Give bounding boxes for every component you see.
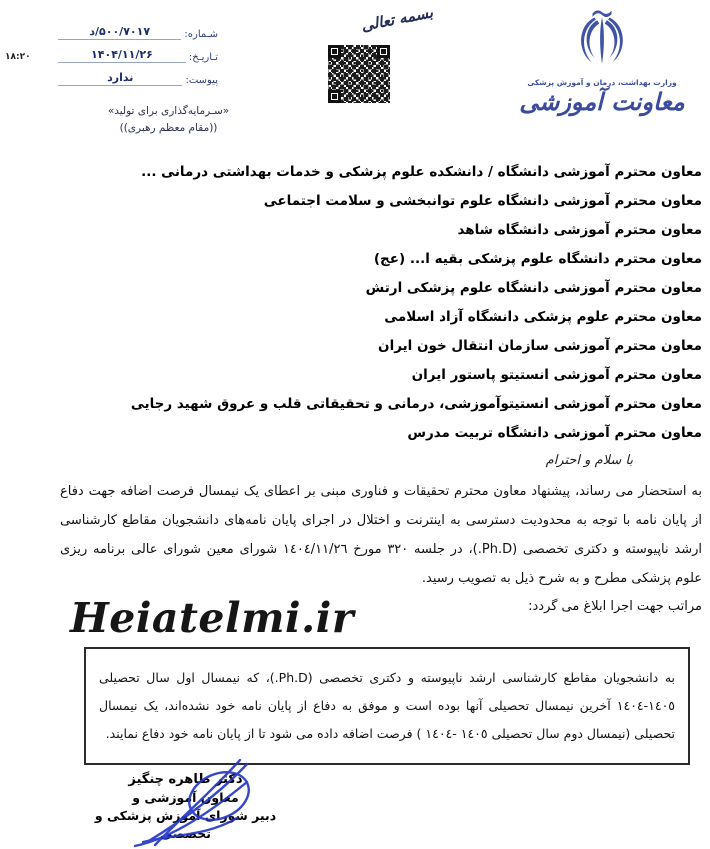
signer-role-2: دبیر شورای آموزش پزشکی و تخصصی: [94, 808, 277, 841]
qr-code-icon: [328, 45, 390, 103]
ministry-logo: [518, 4, 686, 117]
print-time: ۱۸:۲۰: [5, 52, 31, 62]
recipient-line: معاون محترم علوم پزشکی دانشگاه آزاد اسلامی: [384, 309, 702, 325]
recipients-list: [40, 158, 702, 448]
ministry-name: وزارت بهداشت، درمان و آموزش پزشکی: [527, 78, 677, 87]
letter-meta-fields: [58, 25, 218, 94]
recipient-line: معاون محترم آموزشی دانشگاه تربیت مدرس: [407, 425, 702, 441]
recipient-line: معاون محترم آموزشی سازمان انتقال خون ایران: [378, 338, 702, 354]
field-number: [58, 25, 218, 40]
field-attachment: [58, 71, 218, 86]
signer-role-1: معاون آموزشی و: [132, 790, 239, 805]
recipient-line: معاون محترم آموزشی انستیتوآموزشی، درمانی و تحقیقاتی قلب و عروق شهید رجایی: [130, 396, 702, 412]
year-slogan: [86, 103, 251, 137]
iran-emblem-icon: [568, 4, 636, 76]
signature-block: [83, 770, 288, 843]
recipient-line: معاون محترم آموزشی دانشگاه / دانشکده علوم پزشکی و خدمات بهداشتی درمانی ...: [141, 164, 702, 180]
qr-finder-icon: [328, 90, 341, 103]
department-name: معاونت آموزشی: [519, 87, 685, 116]
number-label: شـماره:: [184, 29, 218, 40]
recipient-line: معاون محترم آموزشی دانشگاه علوم پزشکی ارتش: [365, 280, 702, 296]
besmellah-calligraphy: بسمه تعالی: [359, 3, 435, 35]
recipient-line: معاون محترم آموزشی انستیتو پاستور ایران: [411, 367, 702, 383]
field-date: [58, 48, 218, 63]
date-value: ۱۴۰۴/۱۱/۲۶: [58, 48, 186, 63]
recipient-line: معاون محترم دانشگاه علوم پزشکی بقیه ا... (عج): [373, 251, 702, 267]
recipient-line: معاون محترم آموزشی دانشگاه شاهد: [457, 222, 702, 238]
slogan-attribution: ((مقام معظم رهبری)): [119, 122, 218, 134]
salutation: با سلام و احترام: [545, 453, 633, 468]
attachment-label: پیوست:: [185, 75, 218, 86]
qr-finder-icon: [328, 45, 341, 58]
qr-finder-icon: [377, 45, 390, 58]
number-value: ۵۰۰/۷۰۱۷/د: [58, 25, 181, 40]
attachment-value: ندارد: [58, 71, 182, 86]
resolution-text: به دانشجویان مقاطع کارشناسی ارشد ناپیوسته و دکتری تخصصی (Ph.D.)، که نیمسال اول سال تحصیلی ١٤٠٥-١٤٠٤ آخرین نیمسال تحصیلی آنها بوده است و موفق به دفاع از پایان نامه خود نشده‌اند، یک نیمسال تحصیلی (نیمسال دوم سال تحصیلی ١٤٠٥ -١٤٠٤ ) فرصت اضافه داده می شود تا از پایان نامه خود دفاع نمایند.: [99, 670, 675, 741]
recipient-line: معاون محترم آموزشی دانشگاه علوم توانبخشی و سلامت اجتماعی: [263, 193, 702, 209]
closing-line: مراتب جهت اجرا ابلاغ می گردد:: [528, 599, 702, 614]
site-watermark: Heiatelmi.ir: [70, 594, 354, 642]
resolution-box: [84, 647, 690, 765]
date-label: تـاریـخ:: [188, 52, 218, 63]
slogan-text: «سـرمایه‌گذاری برای تولید»: [107, 105, 230, 117]
signer-name: دکتر طاهره چنگیز: [128, 772, 243, 787]
body-paragraph: به استحضار می رساند، پیشنهاد معاون محترم تحقیقات و فناوری مبنی بر اعطای یک نیمسال فرصت اضافه جهت دفاع از پایان نامه با توجه به محدودیت دسترسی به اینترنت و اختلال در اجرای پایان نامه‌های دانشجویان مقاطع کارشناسی ارشد ناپیوسته و دکتری تخصصی (Ph.D.)، در جلسه ۳۲۰ مورخ ١٤٠٤/١١/٢٦ شورای معین شورای عالی برنامه ریزی علوم پزشکی مطرح و به شرح ذیل به تصویب رسید.: [60, 484, 702, 586]
